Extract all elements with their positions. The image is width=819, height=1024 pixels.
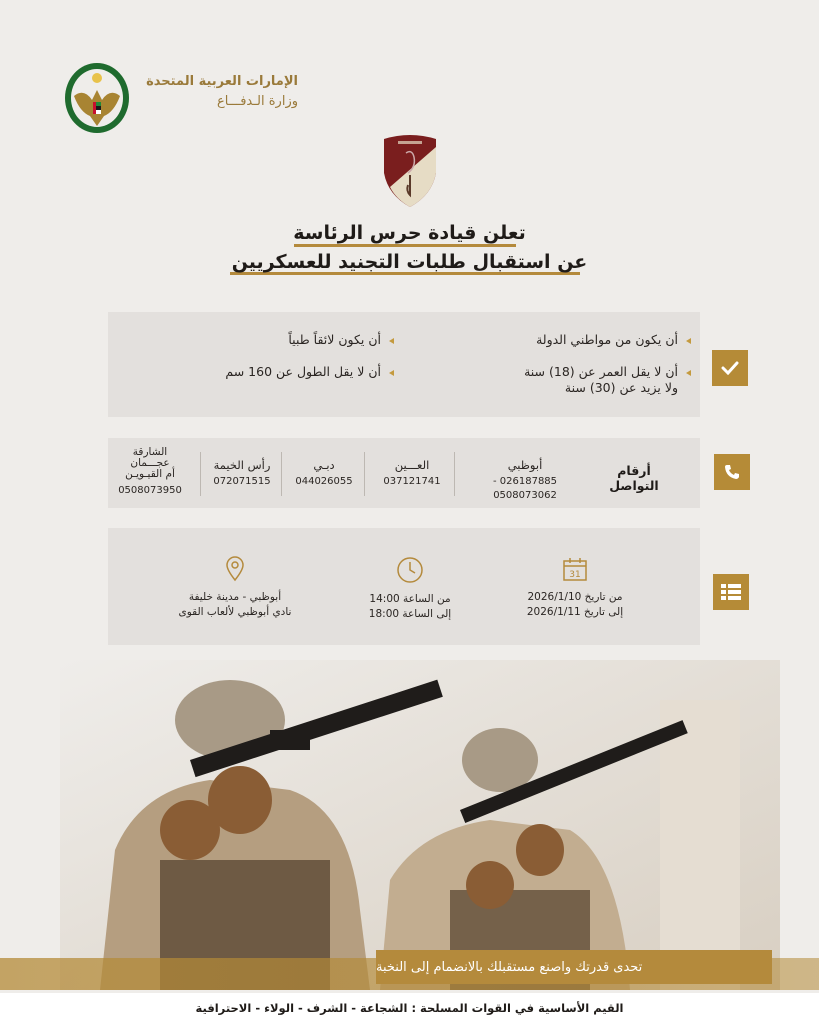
checkmark-icon xyxy=(712,350,748,386)
presidential-guard-shield-logo xyxy=(382,133,438,209)
event-times: من الساعة 14:00 إلى الساعة 18:00 xyxy=(340,556,480,622)
bullet-arrow-icon xyxy=(389,370,394,376)
phone-number[interactable]: 0508073950 xyxy=(118,485,182,496)
contacts-heading: أرقام التواصل xyxy=(609,463,659,493)
core-values-footer: القيم الأساسية في القوات المسلحة : الشجاعة - الشرف - الولاء - الاحترافية xyxy=(0,993,819,1024)
event-location: أبوظبي - مدينة خليفة نادي أبوظبي لألعاب القوى xyxy=(160,556,310,620)
slogan-text: تحدى قدرتك واصنع مستقبلك بالانضمام إلى النخبة xyxy=(376,959,643,975)
calendar-icon xyxy=(562,556,588,582)
divider xyxy=(200,452,201,496)
slogan-banner xyxy=(376,950,772,984)
ministry-emblem-logo xyxy=(62,60,132,136)
svg-text:31: 31 xyxy=(569,570,581,580)
ministry-country-name: الإمارات العربية المتحدة xyxy=(146,74,298,89)
bullet-arrow-icon xyxy=(686,370,691,376)
clock-icon xyxy=(396,556,424,584)
contact-alain: العـــين 037121741 xyxy=(370,458,454,489)
requirement-citizenship: أن يكون من مواطني الدولة xyxy=(536,332,691,348)
divider xyxy=(364,452,365,496)
phone-number[interactable]: 044026055 xyxy=(295,476,353,487)
phone-icon xyxy=(714,454,750,490)
headline-line-2: عن استقبال طلبات التجنيد للعسكريين xyxy=(231,251,588,273)
bullet-arrow-icon xyxy=(686,338,691,344)
list-icon xyxy=(713,574,749,610)
event-dates: 31 من تاريخ 2026/1/10 إلى تاريخ 2026/1/11 xyxy=(500,556,650,620)
headline-underline-1 xyxy=(294,244,516,247)
ministry-title xyxy=(138,72,298,112)
divider xyxy=(454,452,455,496)
ministry-name: وزارة الـدفـــاع xyxy=(217,94,298,109)
contact-rak: رأس الخيمة 072071515 xyxy=(202,458,282,489)
phone-number[interactable]: 026187885 - 0508073062 xyxy=(492,476,558,501)
requirement-height: أن لا يقل الطول عن 160 سم xyxy=(225,364,394,380)
contact-sharjah-ajman-uaq: الشارقة عجـــمان أم القيـويـن 0508073950 xyxy=(112,447,188,498)
phone-number[interactable]: 037121741 xyxy=(383,476,441,487)
requirement-age: أن لا يقل العمر عن (18) سنة ولا يزيد عن (30) سنة xyxy=(524,364,691,396)
location-pin-icon xyxy=(225,556,245,582)
contact-dubai: دبـي 044026055 xyxy=(284,458,364,489)
phone-number[interactable]: 072071515 xyxy=(213,476,271,487)
contact-abudhabi: أبوظبي 026187885 - 0508073062 xyxy=(462,458,588,503)
requirement-medical: أن يكون لائقاً طبياً xyxy=(288,332,394,348)
soldiers-photo xyxy=(60,660,780,990)
bullet-arrow-icon xyxy=(389,338,394,344)
headline-line-1: تعلن قيادة حرس الرئاسة xyxy=(293,222,526,244)
